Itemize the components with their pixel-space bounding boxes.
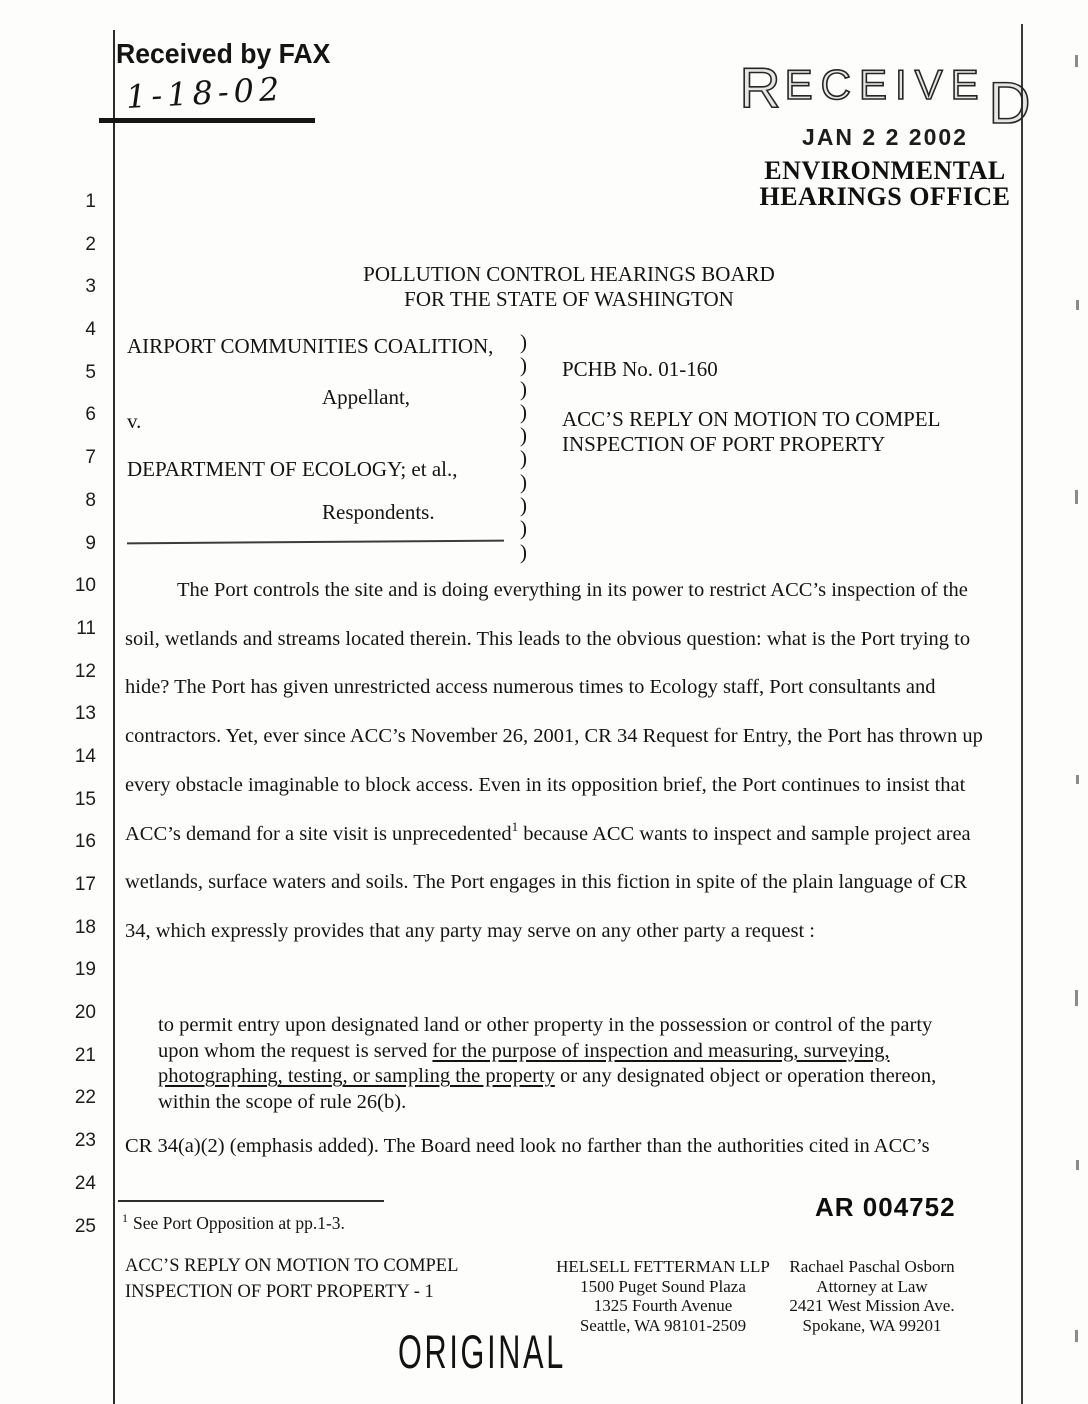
original-stamp: ORIGINAL (398, 1325, 566, 1379)
line-number: 13 (74, 703, 96, 725)
caption-paren: ) (520, 376, 527, 401)
line-number: 14 (74, 745, 96, 767)
attorney-address-2: Spokane, WA 99201 (802, 1315, 942, 1335)
document-title-line-1: ACC’S REPLY ON MOTION TO COMPEL (562, 407, 941, 431)
scan-artifact (1075, 1330, 1078, 1342)
caption-paren: ) (520, 423, 527, 448)
footer-doc-id-line-2: INSPECTION OF PORT PROPERTY - 1 (125, 1282, 434, 1302)
caption-paren: ) (520, 446, 527, 471)
caption-paren-column (520, 331, 527, 564)
footnote-reference-mark: 1 (511, 818, 519, 834)
ar-number-stamp: AR 004752 (815, 1192, 956, 1222)
court-title (127, 262, 1011, 312)
caption-paren: ) (520, 539, 527, 564)
line-number: 2 (85, 233, 96, 255)
scan-artifact (1075, 490, 1078, 504)
line-number: 19 (74, 959, 96, 981)
appellant-role: Appellant, (322, 385, 411, 409)
scan-artifact (1076, 775, 1079, 784)
scan-artifact (1075, 55, 1078, 67)
received-stamp-letter-r: R (739, 56, 781, 120)
firm-address-2: 1325 Fourth Avenue (593, 1296, 733, 1315)
body-paragraph (125, 566, 987, 956)
footnote-separator (118, 1200, 384, 1202)
line-number: 18 (74, 916, 96, 938)
fax-date-underline (99, 118, 315, 123)
firm-name: HELSELL FETTERMAN LLP (556, 1257, 770, 1276)
received-stamp (739, 56, 1031, 211)
line-number: 7 (85, 447, 96, 469)
attorney-address-1: 2421 West Mission Ave. (789, 1296, 955, 1315)
hearings-office-name (740, 158, 1030, 210)
line-number: 3 (85, 276, 96, 298)
attorney-name: Rachael Paschal Osborn (789, 1257, 955, 1276)
scan-artifact (1076, 300, 1079, 310)
handwritten-date: 1-18-02 (125, 69, 286, 116)
respondent-role: Respondents. (322, 500, 435, 524)
line-number: 16 (74, 831, 96, 853)
line-number: 6 (85, 404, 96, 426)
closing-sentence: CR 34(a)(2) (emphasis added). The Board need look no farther than the authorities cited in ACC’s (125, 1135, 930, 1157)
line-number: 1 (85, 191, 96, 212)
line-number: 11 (76, 617, 96, 639)
caption-paren: ) (520, 399, 527, 424)
footer-document-id (125, 1253, 458, 1305)
line-number: 9 (85, 532, 96, 554)
received-stamp-word (739, 56, 1031, 136)
line-number: 20 (74, 1002, 96, 1024)
body-paragraph-text-2: because ACC wants to inspect and sample project area wetlands, surface waters and soils. The Port engages in this fiction in spite of the plain language of CR 34, which expressly provides that any party may serve on any other party a request : (125, 822, 971, 942)
line-number-column (34, 181, 96, 1248)
line-number: 21 (74, 1044, 96, 1066)
scan-artifact (1075, 990, 1078, 1006)
line-number: 4 (85, 319, 96, 341)
footer-law-firm-block (548, 1257, 778, 1335)
document-title-line-2: INSPECTION OF PORT PROPERTY (562, 431, 886, 456)
caption-paren: ) (520, 493, 527, 518)
appellant-name: AIRPORT COMMUNITIES COALITION, (127, 334, 494, 358)
line-number: 22 (74, 1087, 96, 1109)
footnote-text: See Port Opposition at pp.1-3. (133, 1213, 345, 1233)
line-number: 15 (74, 788, 96, 810)
line-number: 23 (74, 1130, 96, 1152)
line-number: 5 (85, 361, 96, 383)
line-number: 12 (74, 660, 96, 682)
body-paragraph-text-1: The Port controls the site and is doing everything in its power to restrict ACC’s inspection of the soil, wetlands and streams located therein. This leads to the obvious question: what is the Port trying to hide? The Port has given unrestricted access numerous times to Ecology staff, Port consultants and contractors. Yet, ever since ACC’s November 26, 2001, CR 34 Request for Entry, the Port has thrown up every obstacle imaginable to block access. Even in its opposition brief, the Port continues to insist that ACC’s demand for a site visit is unprecedented (125, 579, 983, 845)
footnote (122, 1211, 345, 1234)
right-margin-rule (1021, 24, 1023, 1404)
attorney-title: Attorney at Law (816, 1276, 928, 1296)
quote-text-2: or any designated object or operation thereon, within the scope of rule 26(b). (158, 1065, 937, 1113)
caption-paren: ) (520, 330, 527, 354)
court-title-line-2: FOR THE STATE OF WASHINGTON (404, 287, 734, 311)
line-number: 25 (74, 1215, 96, 1237)
office-line-1: ENVIRONMENTAL (764, 156, 1006, 185)
received-by-fax-label: Received by FAX (116, 38, 331, 69)
left-margin-rule (113, 30, 115, 1404)
line-number: 24 (74, 1172, 96, 1194)
document-title (562, 407, 940, 456)
caption-paren: ) (520, 516, 527, 541)
scan-artifact (1076, 1160, 1079, 1170)
firm-address-3: Seattle, WA 98101-2509 (579, 1315, 747, 1335)
footer-attorney-block (765, 1257, 979, 1335)
court-title-line-1: POLLUTION CONTROL HEARINGS BOARD (363, 262, 775, 286)
line-number: 8 (85, 489, 96, 511)
quote-underlined-text: for the purpose of inspection and measuring, surveying, photographing, testing, or sampling the property (158, 1039, 890, 1088)
respondent-name: DEPARTMENT OF ECOLOGY; et al., (127, 457, 458, 481)
caption-underline (127, 540, 504, 545)
received-stamp-date: JAN 2 2 2002 (802, 124, 968, 150)
firm-address-1: 1500 Puget Sound Plaza (580, 1276, 746, 1296)
case-number: PCHB No. 01-160 (562, 357, 718, 381)
line-number: 17 (74, 874, 96, 895)
line-number: 10 (74, 575, 96, 597)
quote-text-1: to permit entry upon designated land or other property in the possession or control of the party upon whom the request is served (158, 1014, 933, 1062)
caption-paren: ) (520, 353, 527, 378)
received-stamp-letters-mid: ECEIVE (784, 61, 987, 108)
received-stamp-letter-d: D (988, 71, 1031, 136)
footer-doc-id-line-1: ACC’S REPLY ON MOTION TO COMPEL (125, 1256, 459, 1276)
versus-label: v. (127, 409, 142, 433)
caption-paren: ) (520, 469, 527, 494)
footnote-number: 1 (122, 1211, 128, 1225)
block-quote (158, 1013, 940, 1115)
office-line-2: HEARINGS OFFICE (759, 182, 1011, 211)
